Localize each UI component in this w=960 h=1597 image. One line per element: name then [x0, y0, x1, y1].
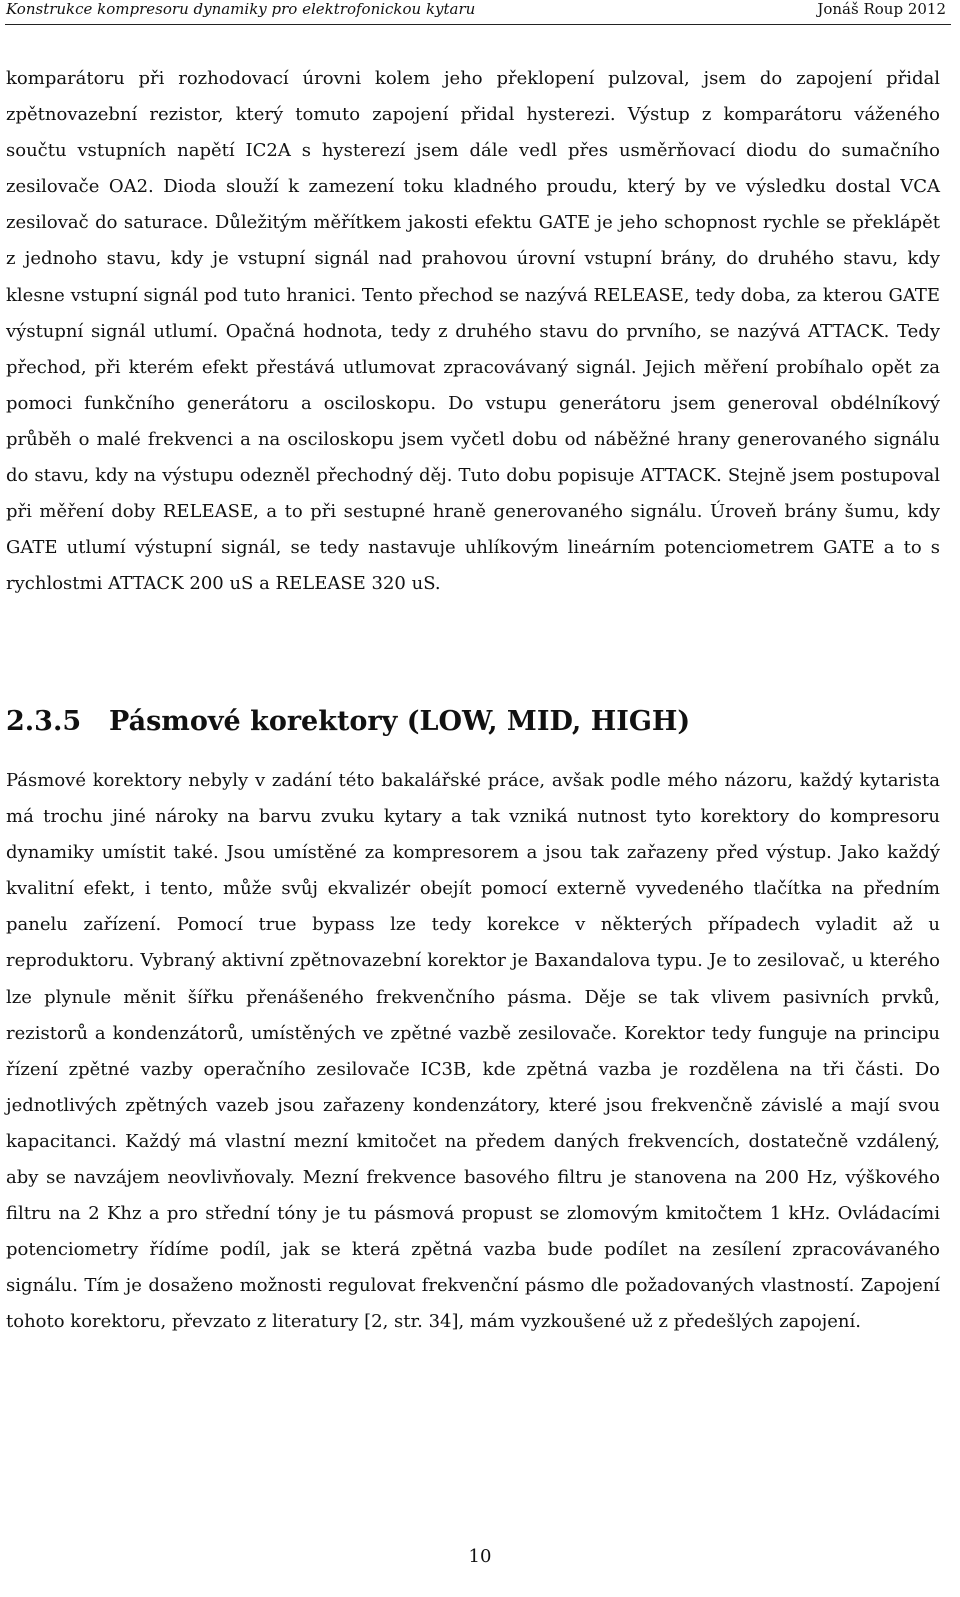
running-header	[0, 0, 960, 26]
section-number: 2.3.5	[6, 706, 82, 737]
header-document-title: Konstrukce kompresoru dynamiky pro elektrofonickou kytaru	[6, 0, 476, 18]
section-heading	[6, 700, 940, 744]
header-author-year: Jonáš Roup 2012	[817, 0, 946, 18]
body-paragraph-equalizers: Pásmové korektory nebyly v zadání této bakalářské práce, avšak podle mého názoru, každý kytarista má trochu jiné nároky na barvu zvuku kytary a tak vzniká nutnost tyto korektory do kompresoru dynamiky umístit také. Jsou umístěné za kompresorem a jsou tak zařazeny před výstup. Jako každý kvalitní efekt, i tento, může svůj ekvalizér obejít pomocí externě vyvedeného tlačítka na předním panelu zařízení. Pomocí true bypass lze tedy korekce v některých případech vyladit až u reproduktoru. Vybraný aktivní zpětnovazební korektor je Baxandalova typu. Je to zesilovač, u kterého lze plynule měnit šířku přenášeného frekvenčního pásma. Děje se tak vlivem pasivních prvků, rezistorů a kondenzátorů, umístěných ve zpětné vazbě zesilovače. Korektor tedy funguje na principu řízení zpětné vazby operačního zesilovače IC3B, kde zpětná vazba je rozdělena na tři části. Do jednotlivých zpětných vazeb jsou zařazeny kondenzátory, které jsou frekvenčně závislé a mají svou kapacitanci. Každý má vlastní mezní kmitočet na předem daných frekvencích, dostatečně vzdálený, aby se navzájem neovlivňovaly. Mezní frekvence basového filtru je stanovena na 200 Hz, výškového filtru na 2 Khz a pro střední tóny je tu pásmová propust se zlomovým kmitočtem 1 kHz. Ovládacími potenciometry řídíme podíl, jak se která zpětná vazba bude podílet na zesílení zpracovávaného signálu. Tím je dosaženo možnosti regulovat frekvenční pásmo dle požadovaných vlastností. Zapojení tohoto korektoru, převzato z literatury [2, str. 34], mám vyzkoušené už z předešlých zapojení.	[6, 770, 940, 1333]
body-paragraph-gate: komparátoru při rozhodovací úrovni kolem jeho překlopení pulzoval, jsem do zapojení přidal zpětnovazební rezistor, který tomuto zapojení přidal hysterezi. Výstup z komparátoru váženého součtu vstupních napětí IC2A s hysterezí jsem dále vedl přes usměrňovací diodu do sumačního zesilovače OA2. Dioda slouží k zamezení toku kladného proudu, který by ve výsledku dostal VCA zesilovač do saturace. Důležitým měřítkem jakosti efektu GATE je jeho schopnost rychle se překlápět z jednoho stavu, kdy je vstupní signál nad prahovou úrovní vstupní brány, do druhého stavu, kdy klesne vstupní signál pod tuto hranici. Tento přechod se nazývá RELEASE, tedy doba, za kterou GATE výstupní signál utlumí. Opačná hodnota, tedy z druhého stavu do prvního, se nazývá ATTACK. Tedy přechod, při kterém efekt přestává utlumovat zpracovávaný signál. Jejich měření probíhalo opět za pomoci funkčního generátoru a osciloskopu. Do vstupu generátoru jsem generoval obdélníkový průběh o malé frekvenci a na osciloskopu jsem vyčetl dobu od náběžné hrany generovaného signálu do stavu, kdy na výstupu odezněl přechodný děj. Tuto dobu popisuje ATTACK. Stejně jsem postupoval při měření doby RELEASE, a to při sestupné hraně generovaného signálu. Úroveň brány šumu, kdy GATE utlumí výstupní signál, se tedy nastavuje uhlíkovým lineárním potenciometrem GATE a to s rychlostmi ATTACK 200 uS a RELEASE 320 uS.	[6, 68, 940, 595]
header-rule	[5, 24, 951, 25]
page-number: 10	[468, 1546, 492, 1567]
section-title: Pásmové korektory (LOW, MID, HIGH)	[109, 706, 691, 737]
